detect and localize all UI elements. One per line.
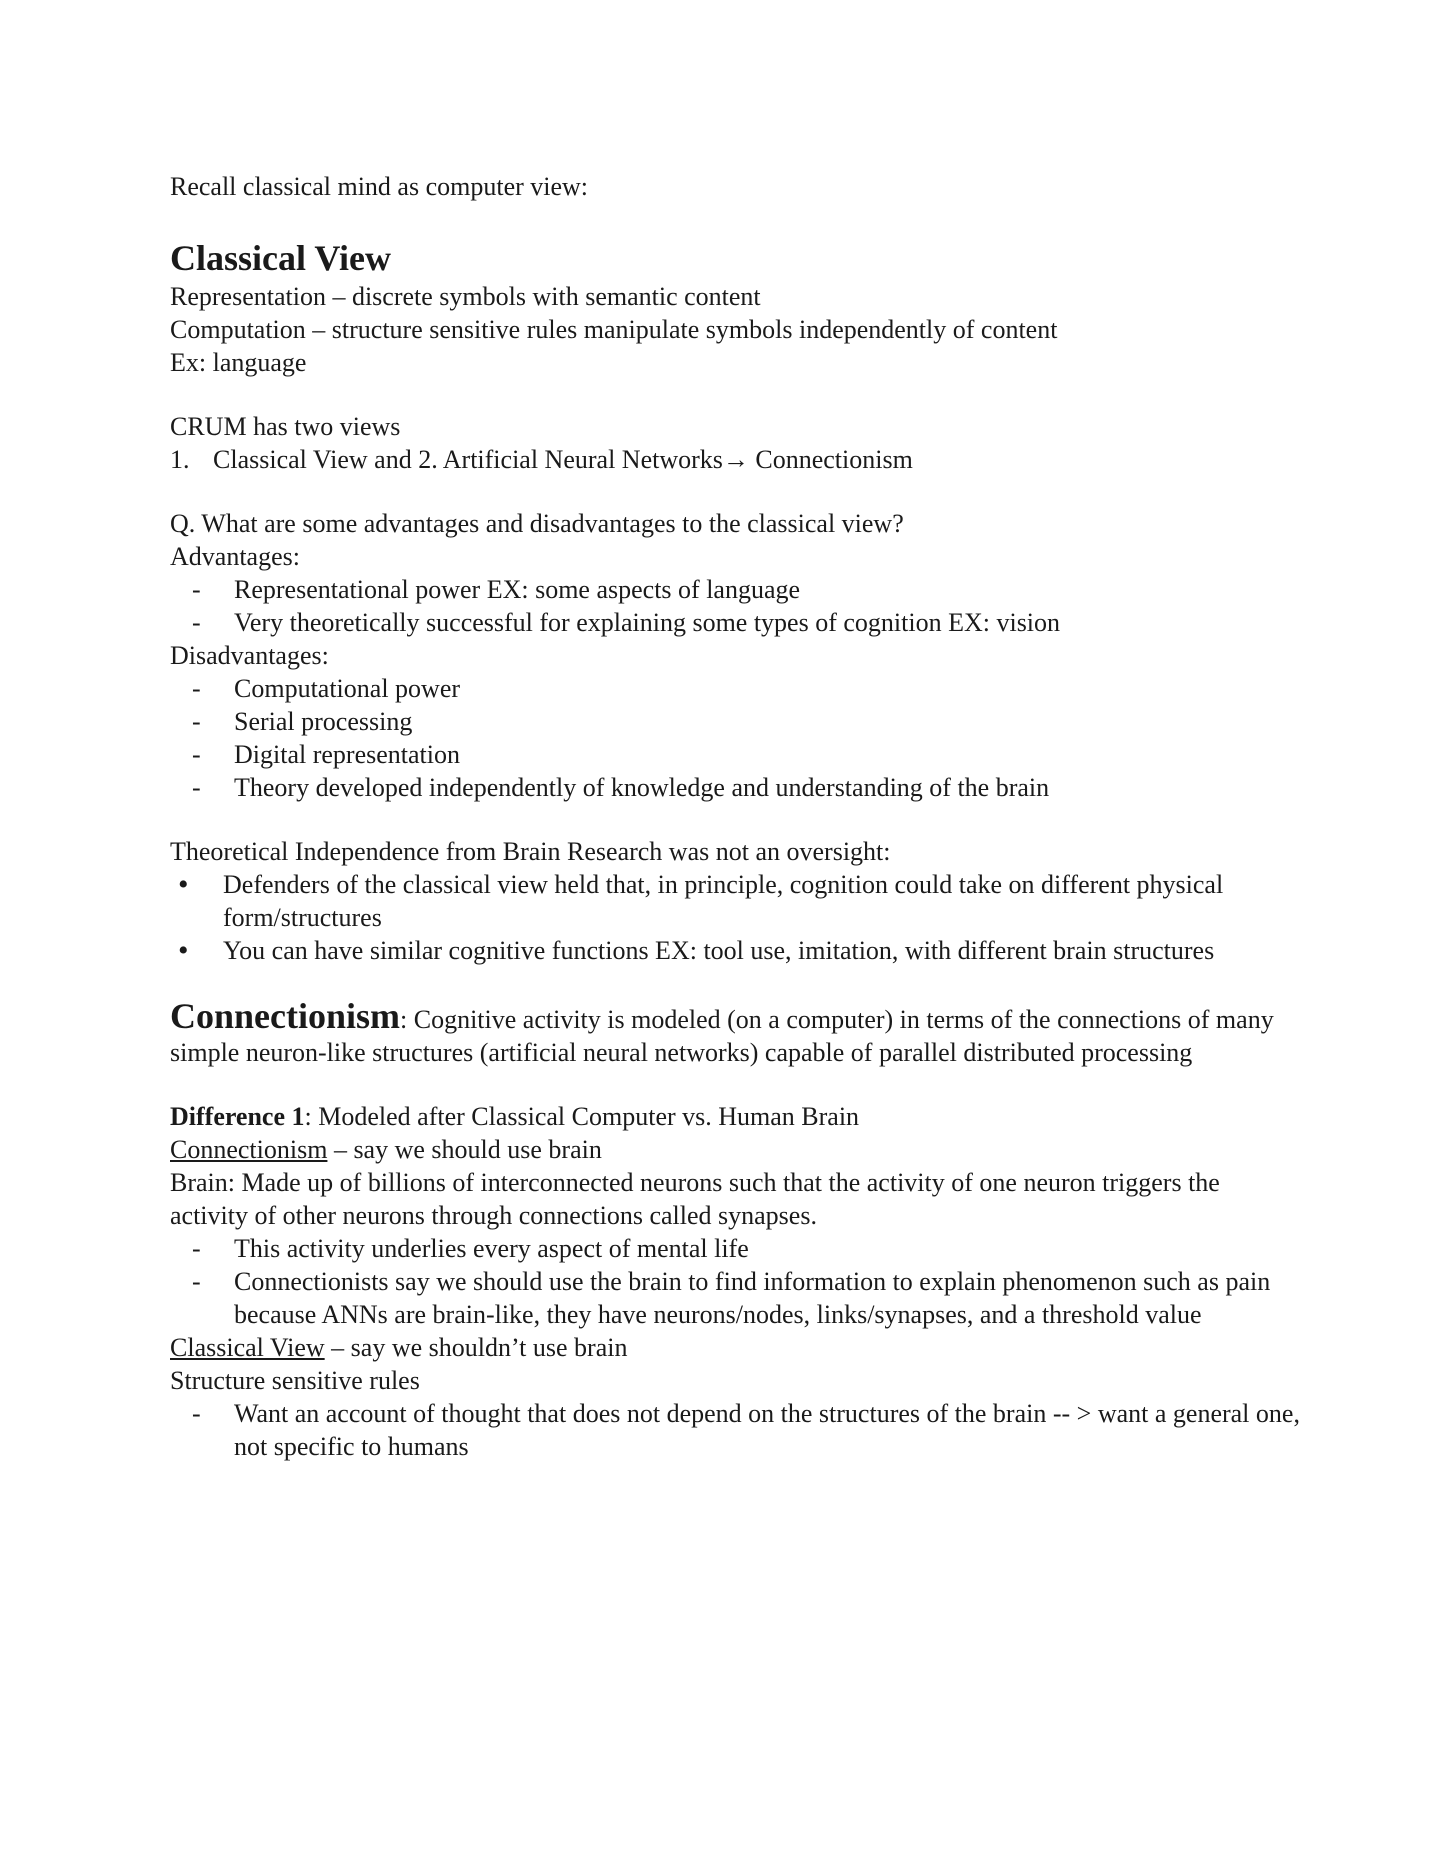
list-item: - Representational power EX: some aspects of language — [170, 573, 1300, 606]
rules-points-list — [170, 1397, 1300, 1463]
difference-1-label: Difference 1 — [170, 1102, 305, 1131]
advantages-list — [170, 573, 1300, 639]
document-body — [170, 170, 1300, 1463]
classical-view-line — [170, 1331, 1300, 1364]
list-item: - Serial processing — [170, 705, 1300, 738]
difference-1-line — [170, 1100, 1300, 1133]
classical-view-heading: Classical View — [170, 238, 391, 278]
brain-points-list — [170, 1232, 1300, 1331]
crum-item-text: Classical View and 2. Artificial Neural Networks→ Connectionism — [213, 445, 913, 474]
crum-line: CRUM has two views — [170, 412, 401, 441]
brain-paragraph: Brain: Made up of billions of interconnected neurons such that the activity of one neuron triggers the activity of other neurons through connections called synapses. — [170, 1168, 1227, 1230]
advantages-label: Advantages: — [170, 542, 300, 571]
list-item: • Defenders of the classical view held that, in principle, cognition could take on different physical form/structures — [170, 868, 1300, 934]
representation-line: Representation – discrete symbols with semantic content — [170, 282, 761, 311]
disadvantages-label: Disadvantages: — [170, 641, 329, 670]
example-line: Ex: language — [170, 348, 307, 377]
list-item: - This activity underlies every aspect of mental life — [170, 1232, 1300, 1265]
disadvantages-list — [170, 672, 1300, 804]
list-item: - Digital representation — [170, 738, 1300, 771]
connectionism-view-text: – say we should use brain — [327, 1135, 602, 1164]
connectionism-term: Connectionism — [170, 1135, 328, 1164]
connectionism-paragraph — [170, 996, 1300, 1069]
rules-line: Structure sensitive rules — [170, 1366, 420, 1395]
difference-1-text: : Modeled after Classical Computer vs. Human Brain — [304, 1102, 860, 1131]
intro-line: Recall classical mind as computer view: — [170, 172, 589, 201]
item-number: 1. — [170, 445, 190, 474]
independence-list — [170, 868, 1300, 967]
list-item: - Want an account of thought that does not depend on the structures of the brain -- > want a general one, not specific to humans — [170, 1397, 1300, 1463]
list-item: - Theory developed independently of knowledge and understanding of the brain — [170, 771, 1300, 804]
list-item: - Computational power — [170, 672, 1300, 705]
list-item: - Very theoretically successful for explaining some types of cognition EX: vision — [170, 606, 1300, 639]
classical-view-text: – say we shouldn’t use brain — [324, 1333, 628, 1362]
question-line: Q. What are some advantages and disadvantages to the classical view? — [170, 509, 904, 538]
independence-heading: Theoretical Independence from Brain Research was not an oversight: — [170, 837, 891, 866]
connectionism-view-line — [170, 1133, 1300, 1166]
classical-view-term: Classical View — [170, 1333, 325, 1362]
connectionism-definition: : Cognitive activity is modeled (on a computer) in terms of the connections of many simple neuron-like structures (artificial neural networks) capable of parallel distributed processing — [170, 1005, 1281, 1067]
computation-line: Computation – structure sensitive rules manipulate symbols independently of content — [170, 315, 1058, 344]
list-item: • You can have similar cognitive functions EX: tool use, imitation, with different brain structures — [170, 934, 1300, 967]
list-item: - Connectionists say we should use the brain to find information to explain phenomenon such as pain because ANNs are brain-like, they have neurons/nodes, links/synapses, and a threshold value — [170, 1265, 1300, 1331]
connectionism-heading: Connectionism — [170, 996, 401, 1036]
crum-numbered-item — [170, 443, 1300, 476]
